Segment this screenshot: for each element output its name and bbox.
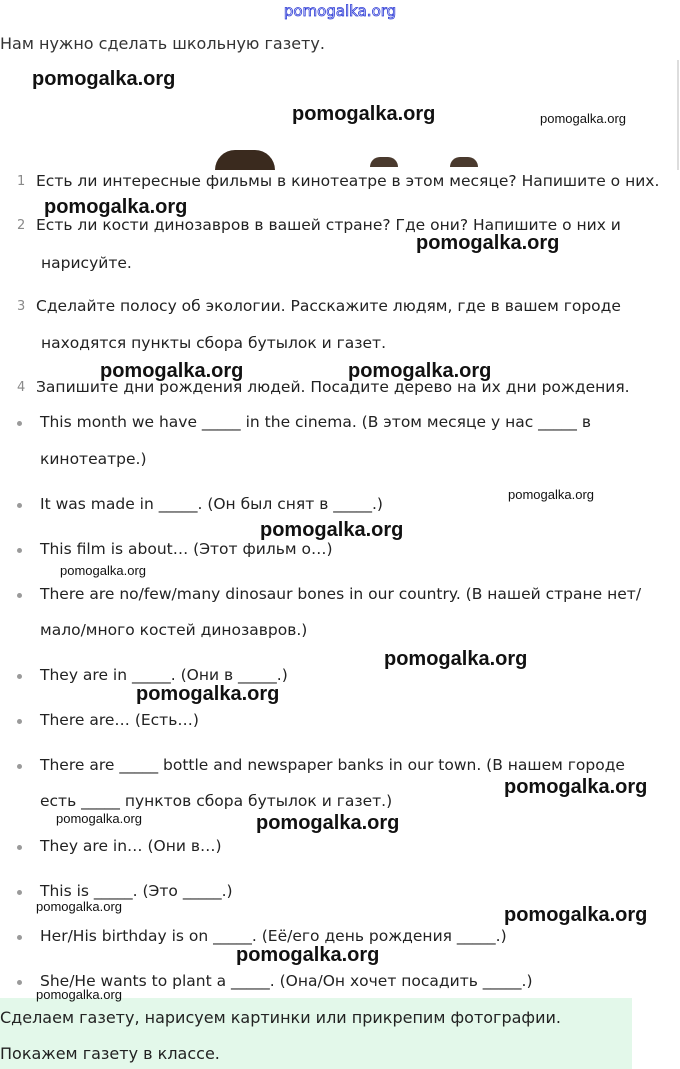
- phrase-line: мало/много костей динозавров.): [40, 621, 308, 639]
- task-number: 1: [17, 174, 26, 189]
- task-number: 4: [17, 380, 26, 395]
- illustration-fragment: [450, 157, 478, 167]
- watermark: pomogalka.org: [256, 812, 400, 834]
- watermark: pomogalka.org: [44, 196, 188, 218]
- task-number: 2: [17, 218, 26, 233]
- watermark: pomogalka.org: [504, 904, 648, 926]
- phrase-line: This month we have _____ in the cinema. (В этом месяце у нас _____ в: [40, 413, 591, 431]
- watermark: pomogalka.org: [36, 899, 122, 914]
- phrase-line: This is _____. (Это _____.): [40, 882, 233, 900]
- top-watermark: pomogalka.org: [283, 2, 397, 20]
- bullet-dot: [17, 845, 22, 850]
- watermark: pomogalka.org: [100, 360, 244, 382]
- watermark: pomogalka.org: [36, 987, 122, 1002]
- phrase-line: Her/His birthday is on _____. (Её/его день рождения _____.): [40, 927, 507, 945]
- phrase-line: They are in _____. (Они в _____.): [40, 666, 288, 684]
- intro-text: Нам нужно сделать школьную газету.: [0, 34, 325, 53]
- bullet-dot: [17, 935, 22, 940]
- phrase-line: This film is about… (Этот фильм о…): [40, 540, 333, 558]
- watermark: pomogalka.org: [32, 68, 176, 90]
- phrase-line: кинотеатре.): [40, 450, 147, 468]
- task-number: 3: [17, 299, 26, 314]
- watermark: pomogalka.org: [416, 232, 560, 254]
- illustration-fragment: [215, 150, 275, 170]
- task-line: нарисуйте.: [41, 254, 132, 272]
- watermark: pomogalka.org: [260, 519, 404, 541]
- watermark: pomogalka.org: [348, 360, 492, 382]
- watermark: pomogalka.org: [384, 648, 528, 670]
- phrase-line: There are no/few/many dinosaur bones in our country. (В нашей стране нет/: [40, 585, 642, 603]
- phrase-line: She/He wants to plant a _____. (Она/Он хочет посадить _____.): [40, 972, 533, 990]
- task-line: находятся пункты сбора бутылок и газет.: [41, 334, 387, 352]
- watermark: pomogalka.org: [60, 563, 146, 578]
- phrase-line: There are _____ bottle and newspaper banks in our town. (В нашем городе: [40, 756, 625, 774]
- watermark: pomogalka.org: [504, 776, 648, 798]
- bullet-dot: [17, 719, 22, 724]
- watermark: pomogalka.org: [136, 683, 280, 705]
- watermark: pomogalka.org: [56, 811, 142, 826]
- bullet-dot: [17, 593, 22, 598]
- bullet-dot: [17, 503, 22, 508]
- phrase-line: There are… (Есть…): [40, 711, 199, 729]
- bullet-dot: [17, 548, 22, 553]
- watermark: pomogalka.org: [292, 103, 436, 125]
- watermark: pomogalka.org: [540, 111, 626, 126]
- phrase-line: It was made in _____. (Он был снят в _____.): [40, 495, 383, 513]
- bullet-dot: [17, 421, 22, 426]
- conclusion-line: Покажем газету в классе.: [0, 1044, 220, 1063]
- task-line: Есть ли интересные фильмы в кинотеатре в этом месяце? Напишите о них.: [36, 172, 660, 190]
- bullet-dot: [17, 980, 22, 985]
- illustration-fragment: [370, 157, 398, 167]
- watermark: pomogalka.org: [236, 944, 380, 966]
- task-line: Запишите дни рождения людей. Посадите дерево на их дни рождения.: [36, 378, 630, 396]
- conclusion-line: Сделаем газету, нарисуем картинки или прикрепим фотографии.: [0, 1008, 561, 1027]
- scroll-edge: [677, 60, 679, 170]
- bullet-dot: [17, 674, 22, 679]
- phrase-line: есть _____ пунктов сбора бутылок и газет.): [40, 792, 393, 810]
- task-line: Есть ли кости динозавров в вашей стране? Где они? Напишите о них и: [36, 216, 621, 234]
- bullet-dot: [17, 890, 22, 895]
- watermark: pomogalka.org: [508, 487, 594, 502]
- phrase-line: They are in… (Они в…): [40, 837, 222, 855]
- bullet-dot: [17, 764, 22, 769]
- task-line: Сделайте полосу об экологии. Расскажите людям, где в вашем городе: [36, 297, 621, 315]
